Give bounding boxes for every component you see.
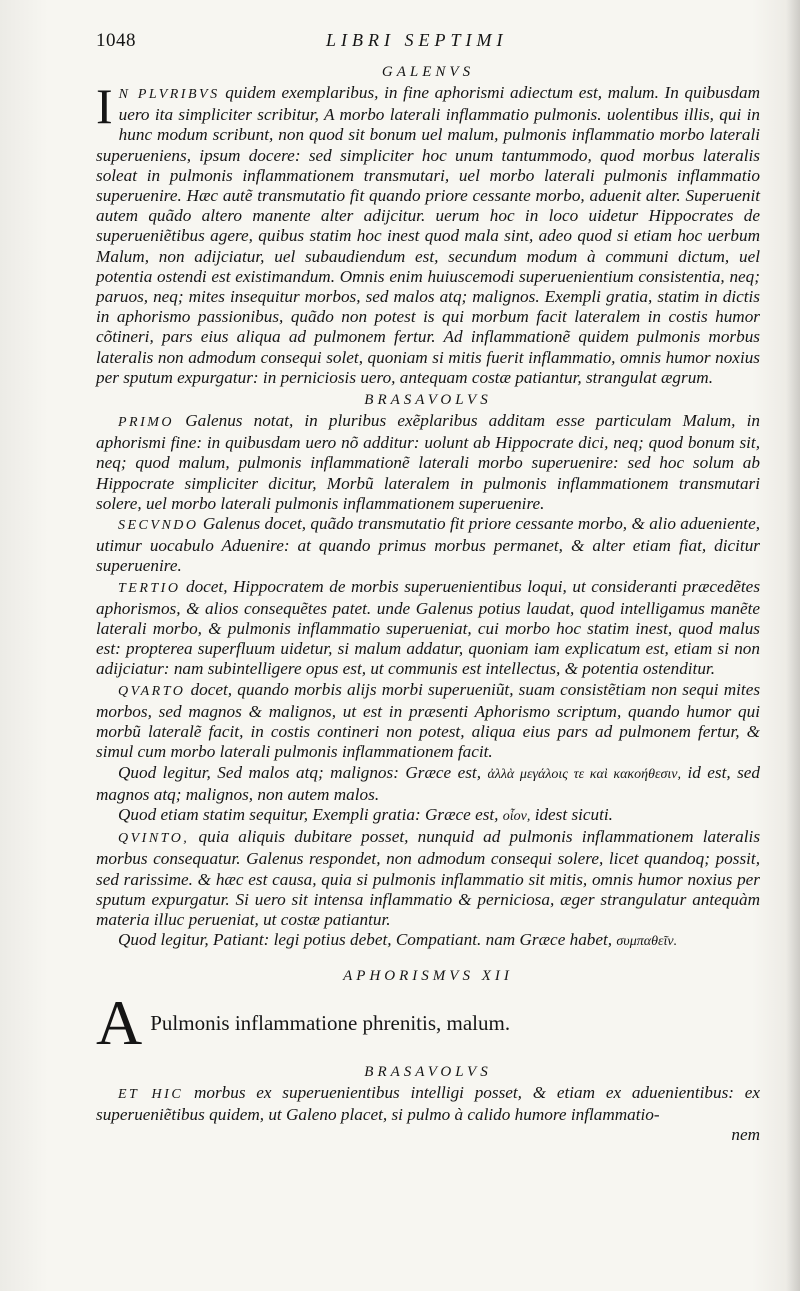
aphorism-text: Pulmonis inflammatione phrenitis, malum. xyxy=(150,1010,511,1035)
brasavolus-heading-1: BRASAVOLVS xyxy=(364,392,492,409)
paragraph-text: Quod legitur, Sed malos atq; malignos: Græce est, xyxy=(118,762,482,782)
greek-quotation: ἀλλὰ μεγάλοις τε καὶ κακοήθεσιν, xyxy=(487,766,682,782)
running-title: LIBRI SEPTIMI xyxy=(326,30,508,50)
page-body xyxy=(96,60,760,1145)
brasavolus-paragraph-greek-3 xyxy=(96,930,760,952)
brasavolus-paragraph-greek-2 xyxy=(96,805,760,827)
brasavolus-paragraph-secundo xyxy=(96,514,760,577)
brasavolus-paragraph-quinto xyxy=(96,827,760,930)
paragraph-text: Galenus docet, quãdo transmutatio fit priore cessante morbo, & alio adueniente, utimur uocabulo Aduenire: at quando primus morbus permanet, & alter etiam fiat, dicitur superuenire. xyxy=(96,514,760,576)
greek-quotation: συμπαθεῖν. xyxy=(616,934,678,950)
page-number: 1048 xyxy=(96,30,136,51)
paragraph-text: morbus ex superuenientibus intelligi posset, & etiam ex aduenientibus: ex superueniẽtibus quidem, ut Galeno placet, si pulmo à calido humore inflammatio- xyxy=(96,1082,761,1124)
galenus-heading: GALENVS xyxy=(381,64,475,80)
brasavolus-paragraph-quarto xyxy=(96,680,760,763)
paragraph-text: quia aliquis dubitare posset, nunquid ad pulmonis inflammationem lateralis morbus consequatur. Galenus respondet, non admodum consequi solere, licet quandoq; possit, sed rarissime. & hæc est causa, quia si pulmonis inflammatio sit mitis, omnis humor noxius per sputum expurgatur. Si uero sit intensa inflammatio & perniciosa, æger strangulatur antequàm materia illuc perueniat, ut costæ patiantur. xyxy=(96,827,761,929)
greek-quotation: οἷον, xyxy=(502,808,531,824)
paragraph-lead-et-hic: ET HIC xyxy=(118,1086,184,1102)
aphorism-text-block xyxy=(96,995,760,1051)
paragraph-text: Quod etiam statim sequitur, Exempli gratia: Græce est, xyxy=(118,804,499,824)
page-edge-shadow xyxy=(786,0,800,1291)
drop-cap-letter: I xyxy=(96,78,113,134)
aphorism-title: APHORISMVS XII xyxy=(343,968,513,985)
catchword: nem xyxy=(731,1124,760,1144)
galenus-text: quidem exemplaribus, in fine aphorismi adiectum est, malum. In quibusdam uero ita simpliciter scribitur, A morbo laterali inflammatio pulmonis. uolentibus illis, qui in hunc modum scribunt, non quod sit bonum uel malum, pulmonis inflammatio morbo laterali superueniens, ipsum docere: sed simpliciter hoc unum tantummodo, quod morbus lateralis soleat in pulmonis inflammationem transmutari, uel morbo laterali pulmonis inflammatio superuenire. Hæc autẽ transmutatio fit quando priore cessante morbo, aduenit alter. Superuenit autem quãdo altero manente alter adijcitur. uerum hoc in loco uidetur Hippocrates de superueniẽtibus agere, quibus statim hoc inest quod mala sint, adeo quod si etiam hoc uerbum Malum, non adijciatur, uel subaudiendum est, secundum modum à communi dictum, uel potentia ostendi est existimandum. Omnis enim huiuscemodi superuenientium consistentia, neq; paruos, neq; mites insequitur morbos, sed malos atq; malignos. Exempli gratia, statim in dictis in aphorismo passionibus, quãdo non potest is qui morbum facit lateralem in costis humor cõtineri, pars eius aliqua ad pulmonem fertur. Ad inflammationẽ quidem pulmonis morbus lateralis non admodum consequi solet, quoniam si mitis fuerit inflammatio, omnis humor noxius per sputum expurgatur: in perniciosis uero, antequam costæ patiantur, strangulat ægrum. xyxy=(96,83,760,387)
paragraph-lead-secundo: SECVNDO xyxy=(118,518,199,534)
page-header xyxy=(96,28,756,54)
brasavolus-paragraph-et-hic xyxy=(96,1083,760,1125)
brasavolus-paragraph-primo xyxy=(96,411,760,514)
paragraph-lead-quinto: QVINTO, xyxy=(118,831,190,847)
brasavolus-heading-2: BRASAVOLVS xyxy=(364,1063,492,1080)
paragraph-text: docet, Hippocratem de morbis superuenientibus loqui, ut consideranti præcedẽtes aphorismos, & alios consequẽtes patet. unde Galenus potius laudat, quod intelligamus manẽte laterali morbo, & pulmonis inflammatio superueniat, cui morbo hoc statim inest, quod malus est: propterea superfluum uidetur, si malum addatur, quoniam iam explicatum est, etiam si non adijciatur: nam subintelligere opus est, ut communis est intellectus, & potentia ostenditur. xyxy=(96,576,761,679)
galenus-lead-words: N PLVRIBVS xyxy=(118,87,220,102)
paragraph-lead-quarto: QVARTO xyxy=(118,683,186,699)
brasavolus-paragraph-greek-1 xyxy=(96,763,760,805)
paragraph-lead-tertio: TERTIO xyxy=(118,580,181,596)
paragraph-text: idest sicuti. xyxy=(534,804,613,824)
paragraph-text: Quod legitur, Patiant: legi potius debet, Compatiant. nam Græce habet, xyxy=(118,930,613,950)
aphorism-drop-cap: A xyxy=(96,994,143,1051)
brasavolus-paragraph-tertio xyxy=(96,577,760,680)
paragraph-text: id est, sed magnos atq; malignos, non autem malos. xyxy=(96,762,760,804)
paragraph-text: docet, quando morbis alijs morbi superueniũt, suam consistẽtiam non sequi mites morbos, sed magnos & malignos, ut est in præsenti Aphorismo scriptum, quando humor qui morbũ lateralẽ facit, in costis contineri non potest, aliqua eius pars ad pulmonem fertur, & simul cum morbo laterali pulmonis inflammationem facit. xyxy=(96,679,761,762)
galenus-commentary xyxy=(96,78,760,388)
paragraph-text: Galenus notat, in pluribus exẽplaribus additam esse particulam Malum, in aphorismi fine: in quibusdam uero nõ additur: uolunt ab Hippocrate dici, neq; quod bonum sit, neq; quod malum, pulmonis inflammationẽ laterali morbo superuenire: sed hoc solum ab Hippocrate simpliciter dicitur, Morbũ lateralem in pulmonis inflammationem transmutari solere, uel morbo laterali pulmonis inflammationem superuenire. xyxy=(96,411,760,513)
paragraph-lead-primo: PRIMO xyxy=(118,415,175,431)
